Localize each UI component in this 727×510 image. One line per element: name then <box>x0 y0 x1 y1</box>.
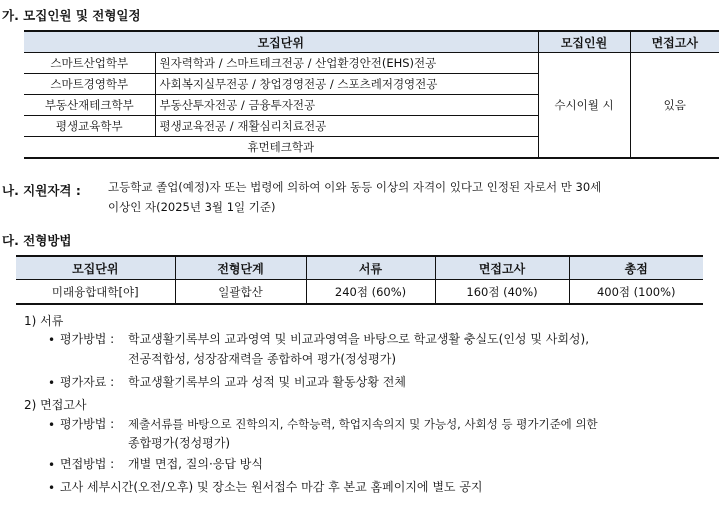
header-unit: 모집단위 <box>24 31 538 53</box>
dept-cell: 평생교육학부 <box>24 116 155 137</box>
table-row <box>16 280 703 305</box>
bullet-icon: • <box>48 481 56 495</box>
subsection-interview: 2) 면접고사 <box>24 398 87 412</box>
bullet-icon: • <box>48 418 56 432</box>
header-interview: 면접고사 <box>435 256 569 280</box>
header-unit: 모집단위 <box>16 256 175 280</box>
bullet-text: 개별 면접, 질의·응답 방식 <box>128 457 263 471</box>
header-recruit: 모집인원 <box>538 31 630 53</box>
documents-cell: 240점 (60%) <box>306 280 435 305</box>
bullet-text: 학교생활기록부의 교과 성적 및 비교과 활동상황 전체 <box>128 375 406 389</box>
header-documents: 서류 <box>306 256 435 280</box>
section-a-title: 가. 모집인원 및 전형일정 <box>2 8 141 23</box>
interview-cell: 있음 <box>630 53 719 159</box>
majors-cell: 부동산투자전공 / 금융투자전공 <box>155 95 538 116</box>
humantech-cell: 휴먼테크학과 <box>247 140 315 154</box>
bullet-label: 평가자료 : <box>60 375 115 389</box>
recruitment-table <box>24 30 719 159</box>
dept-cell: 스마트경영학부 <box>24 74 155 95</box>
bullet-label: 면접방법 : <box>60 457 115 471</box>
dept-cell: 부동산재테크학부 <box>24 95 155 116</box>
majors-cell: 사회복지실무전공 / 창업경영전공 / 스포츠레저경영전공 <box>155 74 538 95</box>
subsection-documents: 1) 서류 <box>24 314 64 328</box>
interview-cell: 160점 (40%) <box>435 280 569 305</box>
bullet-label: 평가방법 : <box>60 332 115 346</box>
dept-cell: 스마트산업학부 <box>24 53 155 74</box>
bullet-icon: • <box>48 376 56 390</box>
table-row <box>24 53 719 74</box>
table-header-row <box>24 31 719 53</box>
section-b-title: 나. 지원자격 : <box>2 183 81 198</box>
bullet-text-cont: 전공적합성, 성장잠재력을 종합하여 평가(정성평가) <box>128 352 397 366</box>
unit-cell: 미래융합대학[야] <box>51 284 139 299</box>
selection-table <box>16 255 703 305</box>
bullet-icon: • <box>48 458 56 472</box>
bullet-text: 고사 세부시간(오전/오후) 및 장소는 원서접수 마감 후 본교 홈페이지에 별도 공지 <box>60 480 483 494</box>
bullet-text-cont: 종합평가(정성평가) <box>128 436 231 450</box>
stage-cell: 일괄합산 <box>175 280 306 305</box>
recruit-cell: 수시이월 시 <box>538 53 630 159</box>
bullet-icon: • <box>48 333 56 347</box>
majors-cell: 원자력학과 / 스마트테크전공 / 산업환경안전(EHS)전공 <box>155 53 538 74</box>
header-interview: 면접고사 <box>630 31 719 53</box>
bullet-text: 학교생활기록부의 교과영역 및 비교과영역을 바탕으로 학교생활 충실도(인성 및 사회성), <box>128 332 590 346</box>
bullet-text: 제출서류를 바탕으로 진학의지, 수학능력, 학업지속의지 및 가능성, 사회성 등 평가기준에 의한 <box>128 417 598 431</box>
section-c-title: 다. 전형방법 <box>2 233 72 248</box>
total-cell: 400점 (100%) <box>569 280 703 305</box>
eligibility-line-1: 고등학교 졸업(예정)자 또는 법령에 의하여 이와 동등 이상의 자격이 있다고 인정된 자로서 만 30세 <box>108 180 602 194</box>
bullet-label: 평가방법 : <box>60 417 115 431</box>
majors-cell: 평생교육전공 / 재활심리치료전공 <box>155 116 538 137</box>
table-header-row <box>16 256 703 280</box>
header-total: 총점 <box>569 256 703 280</box>
eligibility-line-2: 이상인 자(2025년 3월 1일 기준) <box>108 200 276 214</box>
header-stage: 전형단계 <box>175 256 306 280</box>
